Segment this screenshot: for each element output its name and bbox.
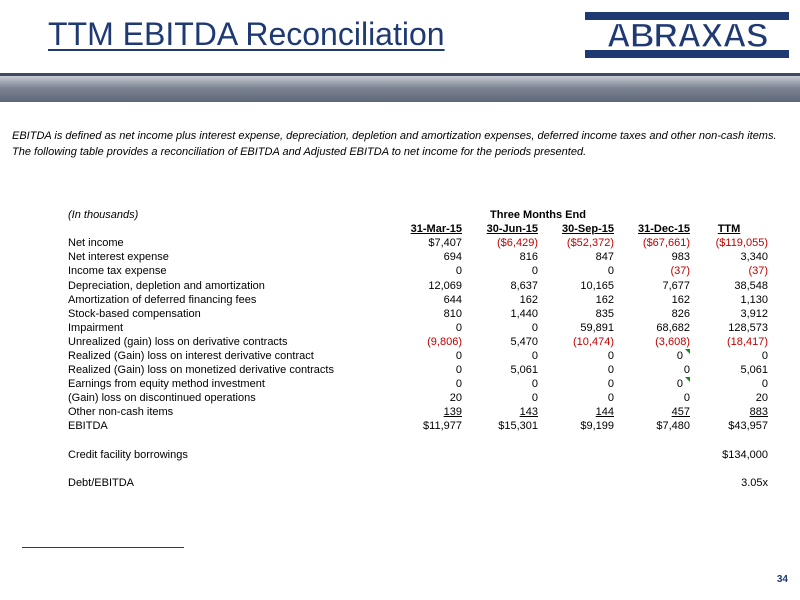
cell: 68,682 (656, 321, 690, 334)
cell: (37) (670, 265, 690, 278)
cell: 0 (455, 378, 462, 391)
row-label: (Gain) loss on discontinued operations (68, 392, 256, 405)
column-header: 31-Dec-15 (638, 223, 690, 236)
column-header: TTM (717, 223, 741, 236)
cell: 0 (761, 378, 768, 391)
cell: 20 (449, 392, 462, 405)
table-row (68, 335, 768, 349)
cell: 0 (531, 349, 538, 362)
cell: 0 (683, 364, 690, 377)
credit-row (68, 448, 768, 462)
cell: $7,407 (428, 237, 462, 250)
cell: 38,548 (734, 279, 768, 292)
row-label: EBITDA (68, 420, 108, 433)
cell: 59,891 (580, 321, 614, 334)
cell: 0 (607, 349, 614, 362)
cell: 0 (676, 378, 683, 391)
column-header: 30-Sep-15 (562, 223, 614, 236)
ratio-row (68, 476, 768, 490)
row-label: Impairment (68, 321, 124, 334)
cell: (3,608) (655, 335, 690, 348)
cell: 0 (676, 349, 683, 362)
cell: $43,957 (728, 420, 768, 433)
cell: 847 (595, 251, 614, 264)
abraxas-logo (585, 10, 789, 60)
cell: ($6,429) (497, 237, 538, 250)
cell: 826 (671, 307, 690, 320)
intro-line-1: EBITDA is defined as net income plus interest expense, depreciation, depletion and amortization expenses, deferred income taxes and other non-cash items. (12, 130, 777, 142)
table-row (68, 377, 768, 391)
cell: 0 (607, 265, 614, 278)
cell: 0 (761, 349, 768, 362)
credit-value: $134,000 (722, 448, 768, 461)
cell: 0 (531, 378, 538, 391)
cell: 835 (595, 307, 614, 320)
cell: 0 (531, 265, 538, 278)
cell: 128,573 (728, 321, 768, 334)
cell: (37) (748, 265, 768, 278)
credit-label: Credit facility borrowings (68, 448, 188, 461)
cell: 0 (607, 392, 614, 405)
column-header-row (68, 222, 768, 236)
row-label: Amortization of deferred financing fees (68, 293, 257, 306)
cell: 20 (755, 392, 768, 405)
cell: 5,470 (510, 335, 538, 348)
cell: 0 (455, 349, 462, 362)
table-row (68, 307, 768, 321)
row-label: Stock-based compensation (68, 307, 201, 320)
row-label: Other non-cash items (68, 406, 174, 419)
cell: (18,417) (727, 335, 768, 348)
cell: 983 (671, 251, 690, 264)
cell: 1,130 (740, 293, 768, 306)
group-header: Three Months End (490, 209, 586, 222)
cell: $7,480 (656, 420, 690, 433)
cell: 1,440 (510, 307, 538, 320)
table-row (68, 250, 768, 264)
table-row (68, 236, 768, 250)
cell: 0 (455, 265, 462, 278)
cell: 694 (443, 251, 462, 264)
comment-flag-icon (685, 349, 690, 354)
row-label: Income tax expense (68, 265, 167, 278)
intro-text (12, 128, 777, 160)
row-label: Realized (Gain) loss on interest derivative contract (68, 349, 314, 362)
slide-title: TTM EBITDA Reconciliation (48, 16, 445, 52)
cell: $9,199 (580, 420, 614, 433)
cell: ($67,661) (642, 237, 690, 250)
cell: 144 (595, 406, 614, 419)
table-row (68, 363, 768, 377)
cell: 0 (683, 392, 690, 405)
column-header: 30-Jun-15 (486, 223, 538, 236)
ebitda-reconciliation-table (68, 208, 768, 490)
cell: 162 (595, 293, 614, 306)
cell: 0 (607, 364, 614, 377)
footnote-divider (22, 547, 184, 548)
page-number: 34 (776, 574, 788, 585)
table-row (68, 293, 768, 307)
ratio-value: 3.05x (741, 476, 768, 489)
table-row (68, 264, 768, 278)
table-row (68, 391, 768, 405)
cell: ($119,055) (715, 237, 768, 250)
cell: 457 (671, 406, 690, 419)
cell: $11,977 (423, 420, 462, 433)
cell: 8,637 (510, 279, 538, 292)
cell: 7,677 (662, 279, 690, 292)
cell: 162 (671, 293, 690, 306)
cell: 139 (443, 406, 462, 419)
table-row (68, 349, 768, 363)
row-label: Realized (Gain) loss on monetized derivative contracts (68, 364, 334, 377)
cell: 0 (531, 392, 538, 405)
cell: 5,061 (740, 364, 768, 377)
logo-text: ABRAXAS (606, 17, 768, 55)
table-row (68, 405, 768, 419)
cell: 143 (519, 406, 538, 419)
cell: 816 (519, 251, 538, 264)
cell: 810 (443, 307, 462, 320)
cell: 3,340 (740, 251, 768, 264)
row-label: Net income (68, 237, 124, 250)
cell: 0 (455, 321, 462, 334)
cell: 644 (443, 293, 462, 306)
cell: (9,806) (427, 335, 462, 348)
cell: 12,069 (428, 279, 462, 292)
comment-flag-icon (685, 377, 690, 382)
table-row (68, 278, 768, 292)
cell: ($52,372) (566, 237, 614, 250)
row-label: Unrealized (gain) loss on derivative contracts (68, 335, 288, 348)
cell: 5,061 (510, 364, 538, 377)
cell: $15,301 (498, 420, 538, 433)
cell: 0 (455, 364, 462, 377)
header-band (0, 76, 800, 102)
units-label: (In thousands) (68, 209, 139, 222)
cell: 10,165 (580, 279, 614, 292)
table-row-total (68, 419, 768, 433)
ratio-label: Debt/EBITDA (68, 476, 135, 489)
row-label: Earnings from equity method investment (68, 378, 265, 391)
cell: 3,912 (740, 307, 768, 320)
cell: 162 (519, 293, 538, 306)
intro-line-2: The following table provides a reconciliation of EBITDA and Adjusted EBITDA to net income for the periods presented. (12, 146, 587, 158)
cell: 883 (749, 406, 768, 419)
cell: (10,474) (573, 335, 614, 348)
column-header: 31-Mar-15 (410, 223, 462, 236)
row-label: Depreciation, depletion and amortization (68, 279, 265, 292)
cell: 0 (531, 321, 538, 334)
table-row (68, 321, 768, 335)
row-label: Net interest expense (68, 251, 169, 264)
cell: 0 (607, 378, 614, 391)
